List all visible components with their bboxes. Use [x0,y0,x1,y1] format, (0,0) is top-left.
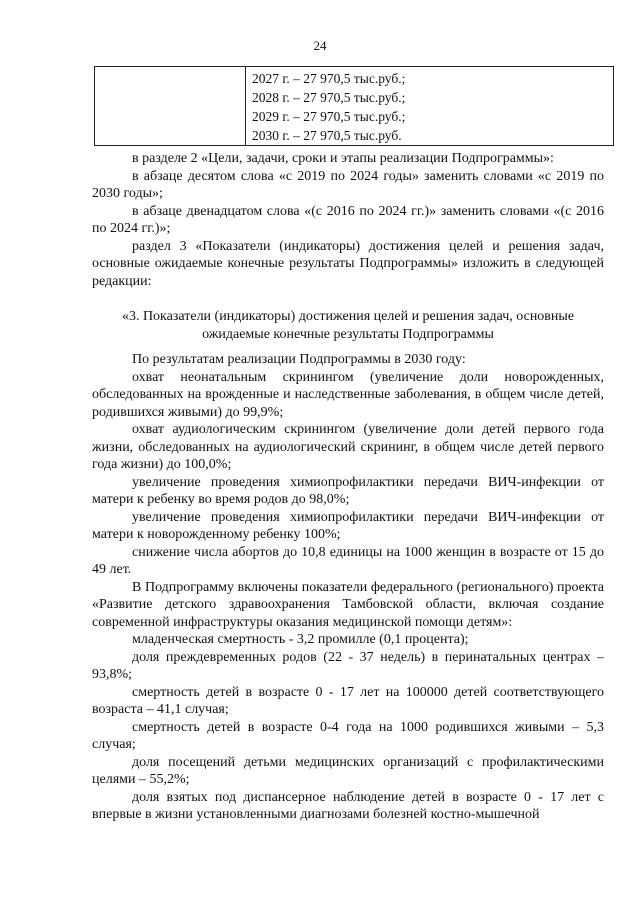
table-cell-empty [95,67,246,146]
paragraph: смертность детей в возрасте 0-4 года на 1000 родившихся живыми – 5,3 случая; [92,719,604,752]
funding-line-2028: 2028 г. – 27 970,5 тыс.руб.; [252,90,406,105]
paragraph: раздел 3 «Показатели (индикаторы) достижения целей и решения задач, основные ожидаемые конечные результаты Подпрограммы» изложить в следующей редакции: [92,238,604,289]
paragraph: доля взятых под диспансерное наблюдение детей в возрасте 0 - 17 лет с впервые в жизни установленными диагнозами болезней костно-мышечной [92,789,604,822]
table-cell-funding [246,67,614,146]
paragraph: в разделе 2 «Цели, задачи, сроки и этапы реализации Подпрограммы»: [132,151,554,166]
paragraph: охват аудиологическим скринингом (увеличение доли детей первого года жизни, обследованных на аудиологический скрининг, в общем числе детей первого года жизни) до 100,0%; [92,422,604,472]
paragraph: увеличение проведения химиопрофилактики передачи ВИЧ-инфекции от матери к ребенку во время родов до 98,0%; [92,474,604,507]
paragraph: смертность детей в возрасте 0 - 17 лет на 100000 детей соответствующего возраста – 41,1 случая; [92,684,604,717]
paragraph: В Подпрограмму включены показатели федерального (регионального) проекта «Развитие детского здравоохранения Тамбовской области, включая создание современной инфраструктуры оказания медицинской помощи детям»: [92,579,604,630]
page-number: 24 [313,38,327,53]
paragraph: в абзаце двенадцатом слова «(с 2016 по 2024 гг.)» заменить словами «(с 2016 по 2024 гг.)»; [92,203,604,236]
funding-table [94,66,614,146]
funding-line-2030: 2030 г. – 27 970,5 тыс.руб. [252,128,402,143]
paragraph: младенческая смертность - 3,2 промилле (0,1 процента); [132,632,469,647]
paragraph: снижение числа абортов до 10,8 единицы на 1000 женщин в возрасте от 15 до 49 лет. [92,544,604,577]
paragraph: охват неонатальным скринингом (увеличение доли новорожденных, обследованных на врожденные и наследственные заболевания, в общем числе детей, родившихся живыми) до 99,9%; [92,369,604,420]
funding-line-2029: 2029 г. – 27 970,5 тыс.руб.; [252,109,406,124]
section-heading: «3. Показатели (индикаторы) достижения целей и решения задач, основные ожидаемые конечные результаты Подпрограммы [121,309,575,342]
paragraph: доля преждевременных родов (22 - 37 недель) в перинатальных центрах – 93,8%; [92,649,604,682]
document-body [92,150,604,824]
funding-line-2027: 2027 г. – 27 970,5 тыс.руб.; [252,71,406,86]
paragraph: По результатам реализации Подпрограммы в 2030 году: [132,352,466,367]
paragraph: увеличение проведения химиопрофилактики передачи ВИЧ-инфекции от матери к новорожденному ребенку 100%; [92,509,604,542]
paragraph: в абзаце десятом слова «с 2019 по 2024 годы» заменить словами «с 2019 по 2030 годы»; [92,168,604,201]
paragraph: доля посещений детьми медицинских организаций с профилактическими целями – 55,2%; [92,754,604,787]
table-row [95,67,614,146]
